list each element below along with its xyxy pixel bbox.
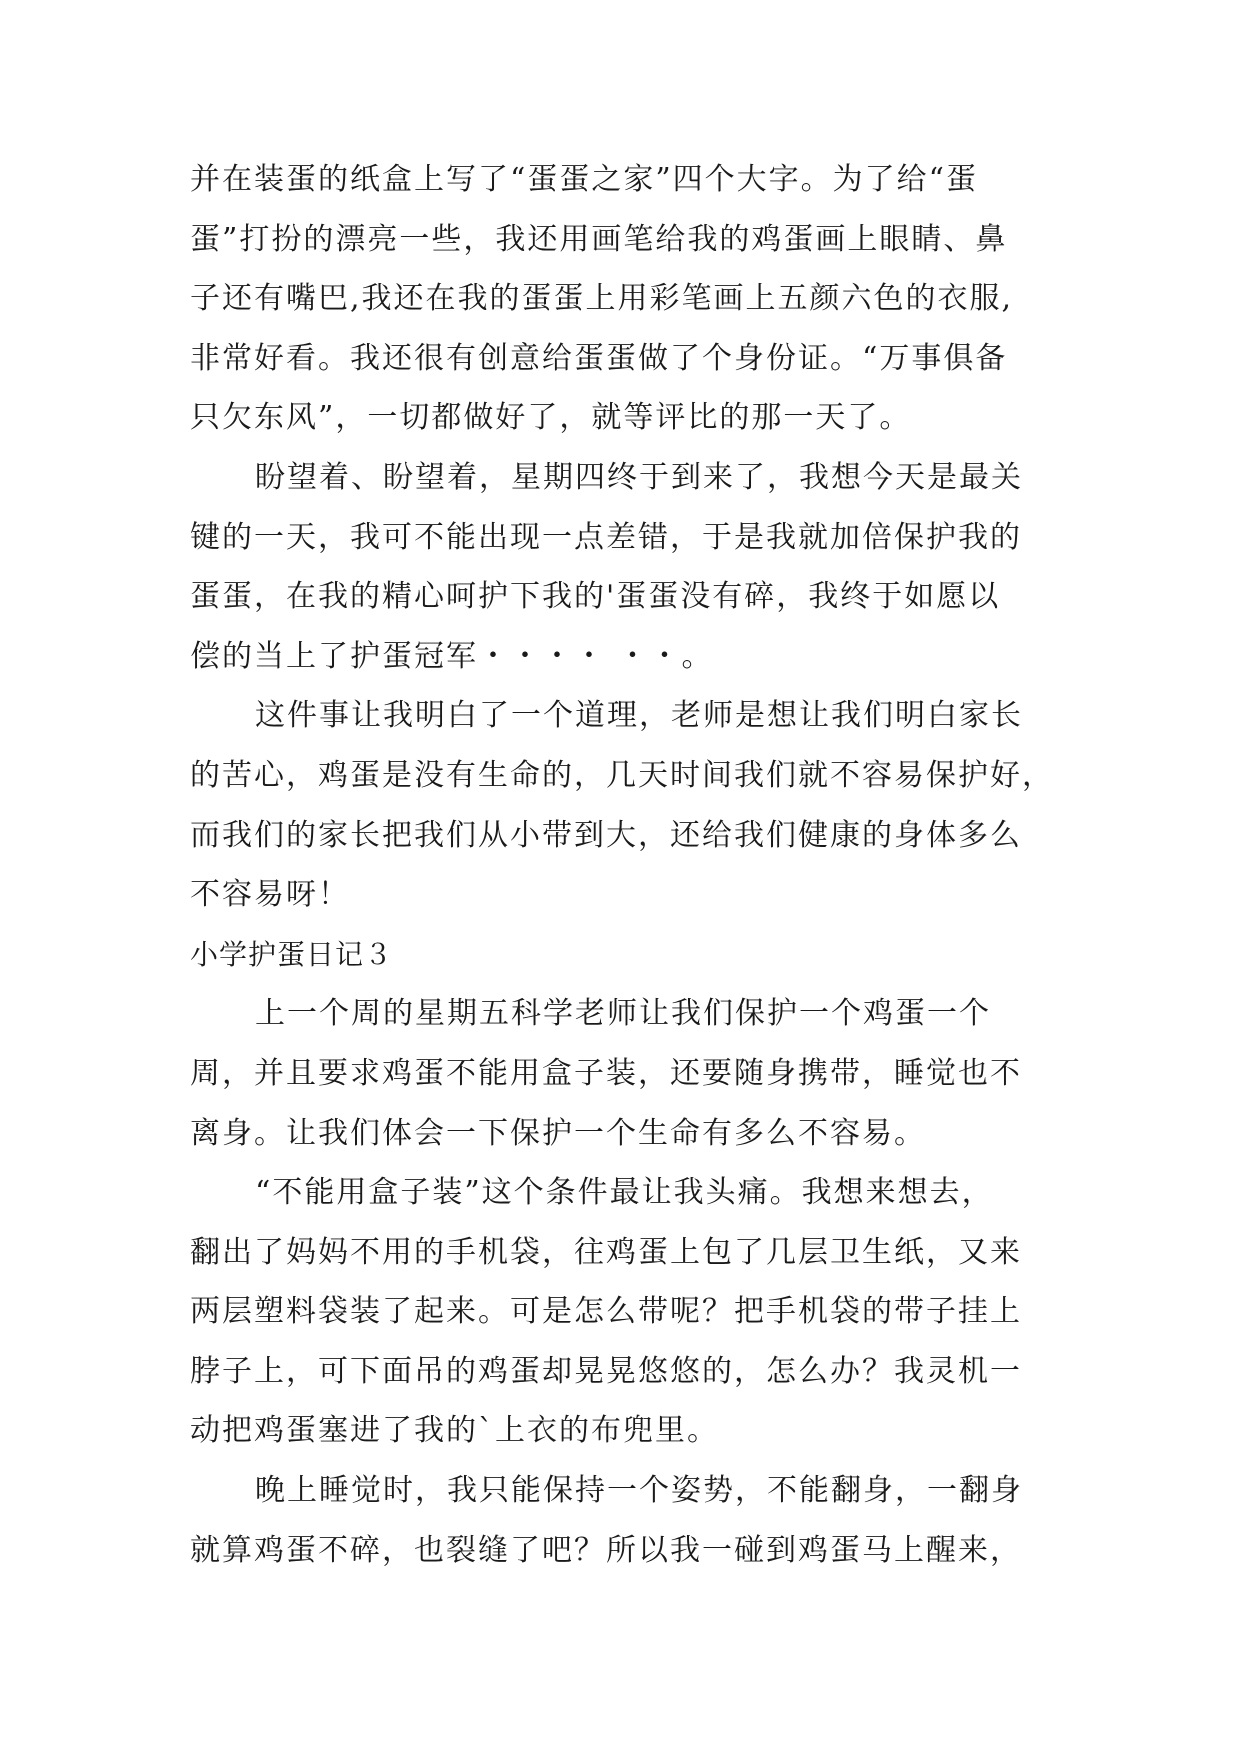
paragraph-first-line: 上一个周的星期五科学老师让我们保护一个鸡蛋一个: [255, 996, 991, 1032]
document-body: [190, 150, 1090, 1580]
text-line: 而我们的家长把我们从小带到大，还给我们健康的身体多么: [190, 817, 1022, 853]
paragraph-first-line: “不能用盒子装”这个条件最让我头痛。我想来想去，: [255, 1175, 994, 1211]
text-line: 只欠东风”，一切都做好了，就等评比的那一天了。: [190, 400, 912, 436]
text-line: 不容易呀！: [190, 877, 350, 913]
text-line: 离身。让我们体会一下保护一个生命有多么不容易。: [190, 1115, 926, 1151]
text-line: 蛋”打扮的漂亮一些，我还用画笔给我的鸡蛋画上眼睛、鼻: [190, 221, 1008, 257]
text-line: 动把鸡蛋塞进了我的`上衣的布兜里。: [190, 1413, 719, 1449]
paragraph-first-line: 这件事让我明白了一个道理，老师是想让我们明白家长: [255, 698, 1023, 734]
text-line: 就算鸡蛋不碎，也裂缝了吧？所以我一碰到鸡蛋马上醒来，: [190, 1532, 1022, 1568]
paragraph-first-line: 晚上睡觉时，我只能保持一个姿势，不能翻身，一翻身: [255, 1473, 1023, 1509]
text-line: 翻出了妈妈不用的手机袋，往鸡蛋上包了几层卫生纸，又来: [190, 1234, 1022, 1270]
section-heading: 小学护蛋日记３: [190, 937, 394, 971]
text-line: 周，并且要求鸡蛋不能用盒子装，还要随身携带，睡觉也不: [190, 1055, 1022, 1091]
text-line: 偿的当上了护蛋冠军・・・・ ・・。: [190, 638, 714, 674]
text-line: 并在装蛋的纸盒上写了“蛋蛋之家”四个大字。为了给“蛋: [190, 162, 979, 197]
text-line: 非常好看。我还很有创意给蛋蛋做了个身份证。“万事俱备: [190, 340, 1008, 376]
text-line: 脖子上，可下面吊的鸡蛋却晃晃悠悠的，怎么办？我灵机一: [190, 1353, 1022, 1389]
text-line: 蛋蛋，在我的精心呵护下我的'蛋蛋没有碎，我终于如愿以: [190, 579, 1001, 615]
text-line: 两层塑料袋装了起来。可是怎么带呢？把手机袋的带子挂上: [190, 1294, 1022, 1330]
text-line: 键的一天，我可不能出现一点差错，于是我就加倍保护我的: [190, 519, 1022, 555]
text-line: 子还有嘴巴,我还在我的蛋蛋上用彩笔画上五颜六色的衣服,: [190, 281, 1014, 317]
text-line: 的苦心，鸡蛋是没有生命的，几天时间我们就不容易保护好，: [190, 757, 1054, 793]
paragraph-first-line: 盼望着、盼望着，星期四终于到来了，我想今天是最关: [255, 459, 1023, 495]
